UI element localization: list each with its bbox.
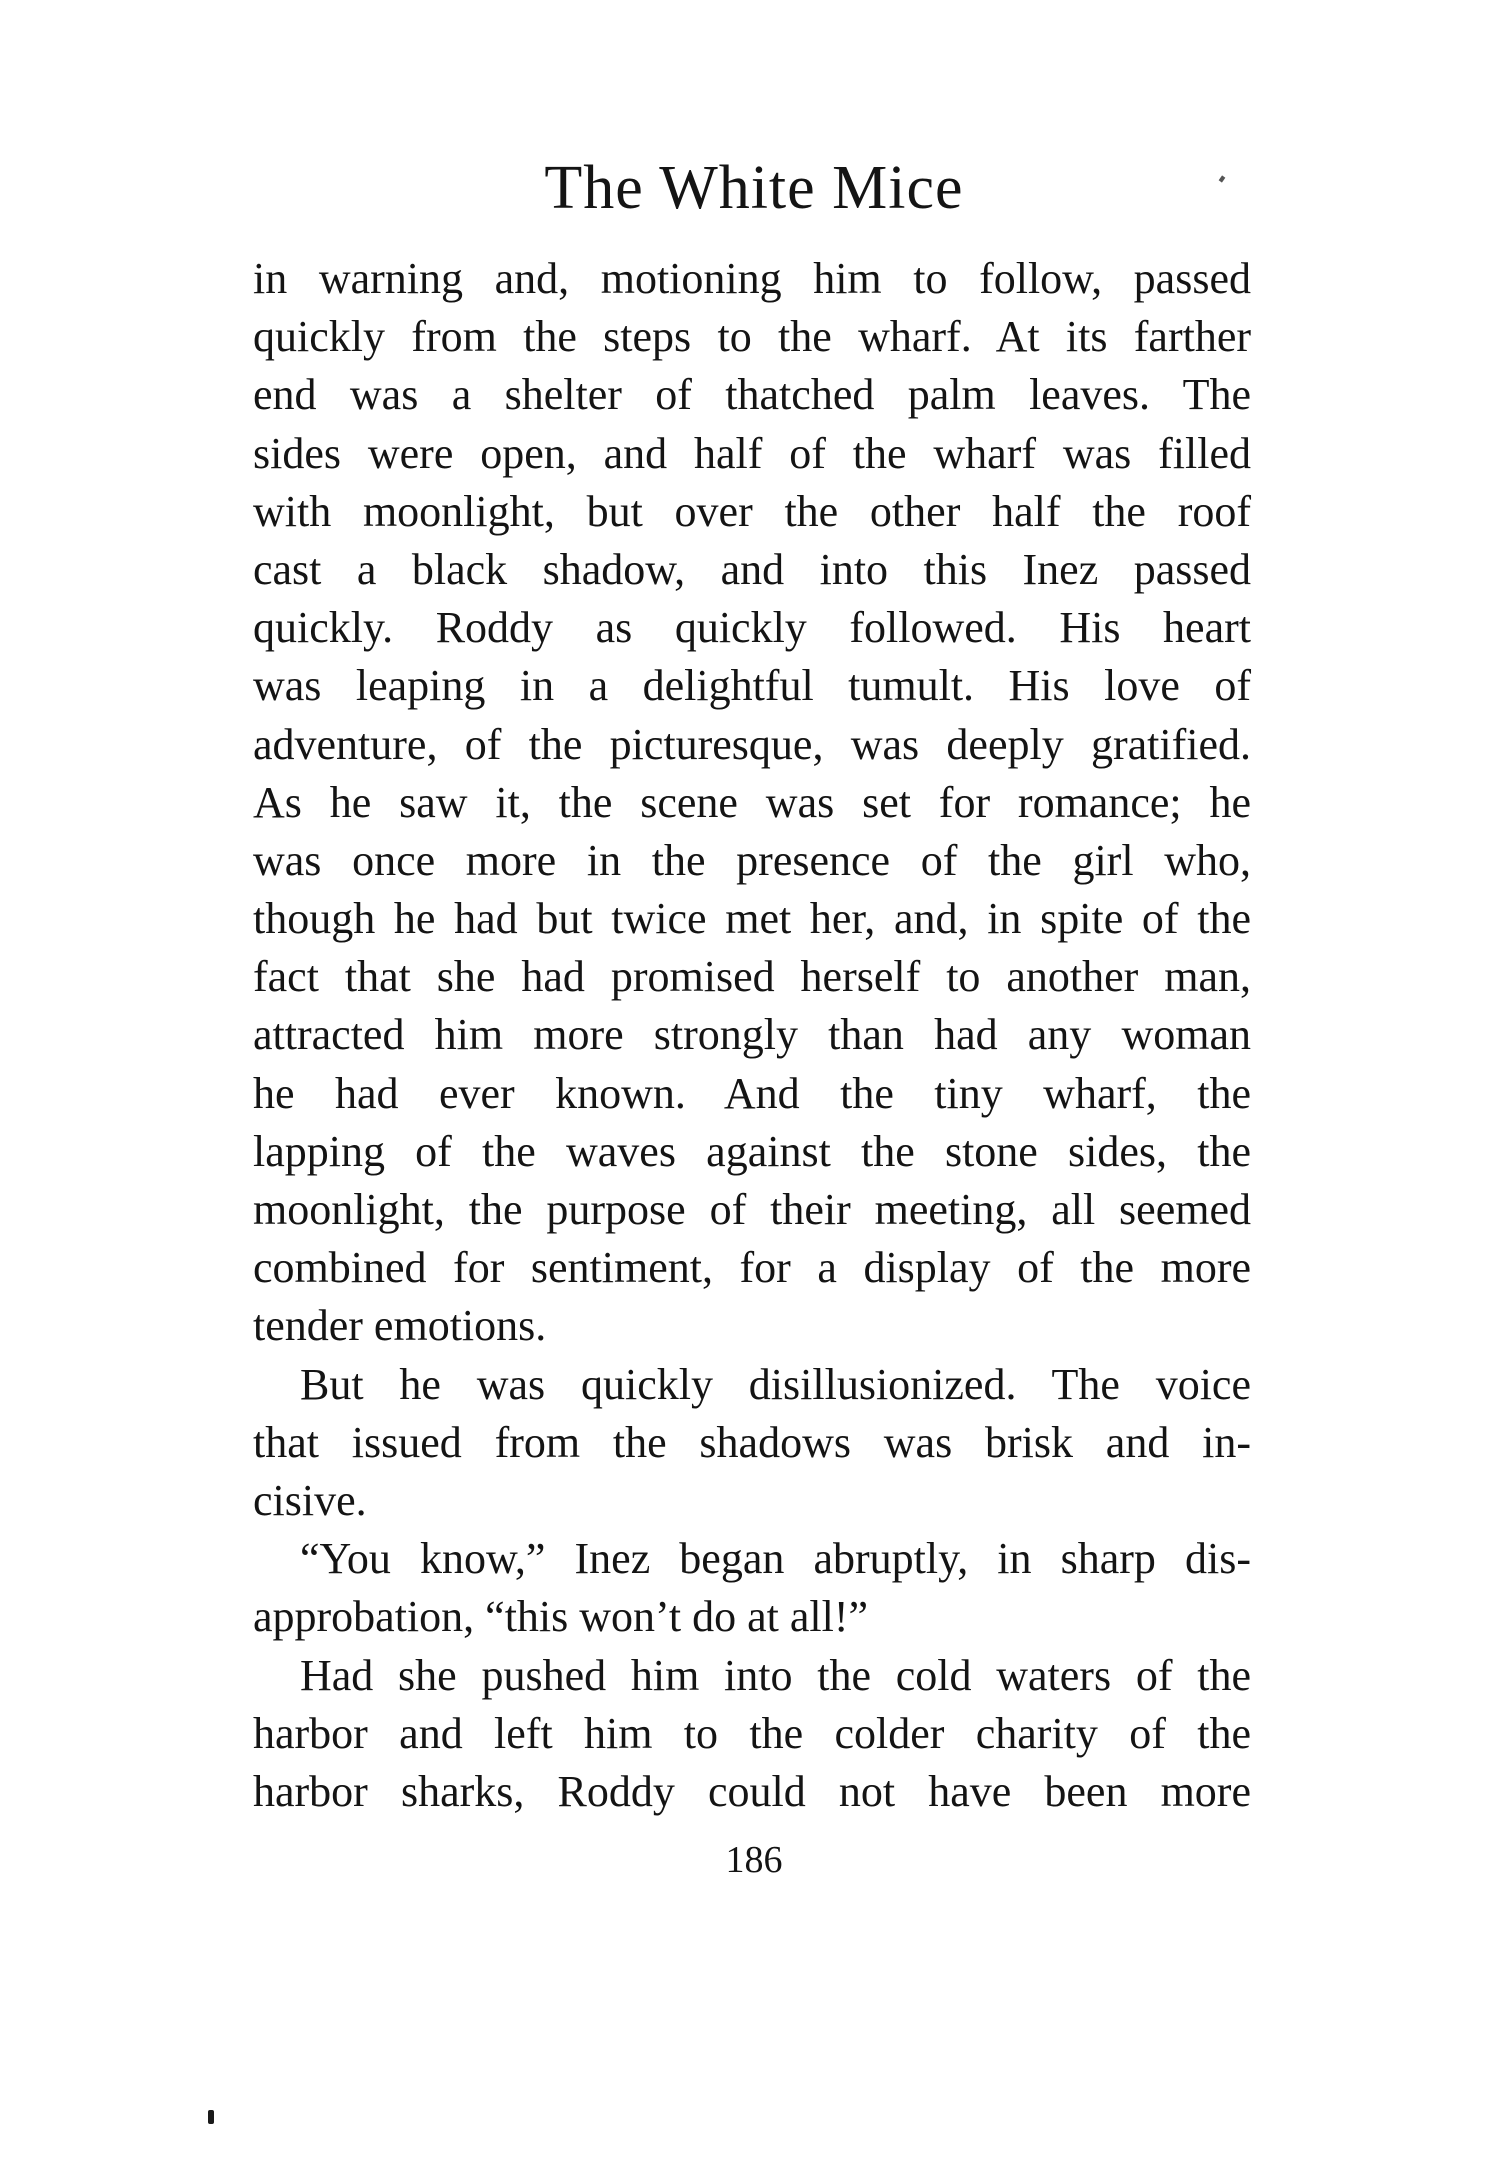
- text-line: moonlight, the purpose of their meeting, all seemed: [253, 1185, 1251, 1234]
- text-line: he had ever known. And the tiny wharf, the: [253, 1068, 1251, 1118]
- text-line: cisive.: [253, 1475, 367, 1525]
- margin-ink-mark: [208, 2110, 214, 2124]
- text-line: end was a shelter of thatched palm leaves. The: [253, 370, 1251, 420]
- text-line: lapping of the waves against the stone sides, the: [253, 1126, 1251, 1176]
- paragraph-start-line: “You know,” Inez began abruptly, in sharp dis-: [300, 1534, 1251, 1584]
- text-line: was leaping in a delightful tumult. His love of: [253, 661, 1251, 711]
- text-line: in warning and, motioning him to follow, passed: [253, 254, 1251, 303]
- text-line: fact that she had promised herself to another man,: [253, 952, 1251, 1002]
- text-line: combined for sentiment, for a display of the more: [253, 1243, 1251, 1293]
- body-text: [253, 250, 1251, 1821]
- text-line: harbor and left him to the colder charity of the: [253, 1708, 1251, 1758]
- text-line: though he had but twice met her, and, in spite of the: [253, 894, 1251, 944]
- text-line: cast a black shadow, and into this Inez passed: [253, 544, 1251, 594]
- text-line: tender emotions.: [253, 1301, 547, 1351]
- paragraph-start-line: But he was quickly disillusionized. The voice: [300, 1359, 1251, 1409]
- text-line: that issued from the shadows was brisk and in-: [253, 1417, 1251, 1467]
- text-line: harbor sharks, Roddy could not have been more: [253, 1766, 1251, 1816]
- text-line: sides were open, and half of the wharf was filled: [253, 428, 1251, 478]
- running-title: The White Mice: [544, 154, 964, 222]
- text-line: was once more in the presence of the girl who,: [253, 835, 1251, 885]
- text-line: with moonlight, but over the other half the roof: [253, 486, 1251, 536]
- text-line: As he saw it, the scene was set for romance; he: [253, 777, 1251, 827]
- text-line: quickly from the steps to the wharf. At its farther: [253, 312, 1251, 362]
- text-line: attracted him more strongly than had any woman: [253, 1010, 1251, 1060]
- paragraph-start-line: Had she pushed him into the cold waters of the: [300, 1650, 1251, 1700]
- text-line: quickly. Roddy as quickly followed. His heart: [253, 603, 1251, 653]
- text-line: approbation, “this won’t do at all!”: [253, 1592, 869, 1642]
- text-line: adventure, of the picturesque, was deeply gratified.: [253, 719, 1251, 769]
- page-number: 186: [725, 1839, 783, 1881]
